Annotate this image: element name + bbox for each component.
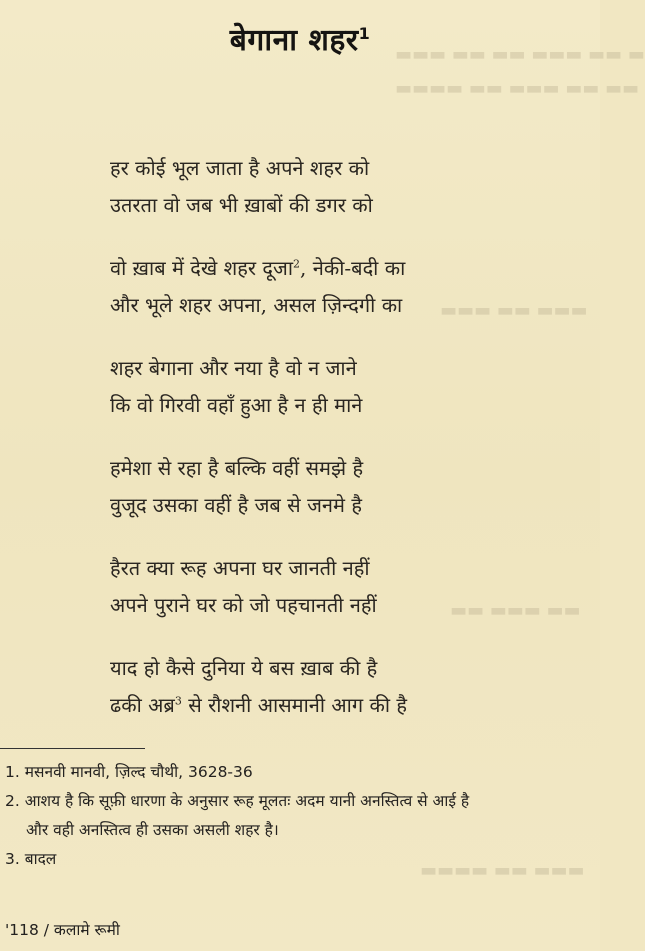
footnote-marker: 3 <box>174 694 182 708</box>
footnotes <box>5 758 595 874</box>
poem-line <box>110 487 500 524</box>
poem-line <box>110 450 500 487</box>
poem-line <box>110 550 500 587</box>
poem-line <box>110 250 500 287</box>
bleed-through-texture: ▬▬▬ ▬▬ ▬▬ ▬▬▬ ▬▬ ▬ <box>395 44 645 65</box>
poem-line <box>110 287 500 324</box>
stanza <box>110 450 500 524</box>
stanza <box>110 150 500 224</box>
footnote-item: 1. मसनवी मानवी, ज़िल्द चौथी, 3628-36 <box>5 763 253 781</box>
poem-line-text <box>110 687 407 724</box>
poem-line-text: वुजूद उसका वहीं है जब से जनमे है <box>110 493 362 517</box>
page-footer: '118 / कलामे रूमी <box>5 921 120 939</box>
poem-line-text: हमेशा से रहा है बल्कि वहीं समझे है <box>110 456 364 480</box>
title-footnote-marker: 1 <box>358 24 371 43</box>
poem-line <box>110 150 500 187</box>
poem-title <box>0 18 600 59</box>
poem-line-text <box>110 250 405 287</box>
poem-line <box>110 687 500 724</box>
line-text-before-marker: ढकी अब्र <box>110 693 175 717</box>
stanza <box>110 650 500 724</box>
poem-body <box>110 150 500 750</box>
line-text-after-marker: , नेकी-बदी का <box>300 256 406 280</box>
poem-line <box>110 387 500 424</box>
poem-line-text: अपने पुराने घर को जो पहचानती नहीं <box>110 593 377 617</box>
poem-line <box>110 587 500 624</box>
footnote-continuation: और वही अनस्तित्व ही उसका असली शहर है। <box>26 821 279 839</box>
bleed-through-texture: ▬▬▬▬ ▬▬ ▬▬▬ <box>420 860 585 881</box>
poem-line-text: हर कोई भूल जाता है अपने शहर को <box>110 156 370 180</box>
line-text-before-marker: वो ख़ाब में देखे शहर दूजा <box>110 256 294 280</box>
bleed-through-texture: ▬▬▬▬ ▬▬ ▬▬▬ ▬▬ ▬▬ <box>395 78 639 99</box>
footnote-marker: 2 <box>293 257 301 271</box>
poem-line <box>110 187 500 224</box>
stanza <box>110 350 500 424</box>
footnote-divider <box>0 748 145 749</box>
poem-line <box>110 650 500 687</box>
poem-title-text: बेगाना शहर <box>229 23 359 58</box>
footnote-item: 2. आशय है कि सूफ़ी धारणा के अनुसार रूह मूलतः अदम यानी अनस्तित्व से आई है <box>5 792 470 810</box>
footnote-item: 3. बादल <box>5 850 57 868</box>
poem-line-text: शहर बेगाना और नया है वो न जाने <box>110 356 357 380</box>
bleed-through-texture: ▬▬ ▬▬▬ ▬▬ <box>450 600 581 621</box>
stanza <box>110 250 500 324</box>
bleed-through-texture: ▬▬▬ ▬▬ ▬▬▬ <box>440 300 588 321</box>
line-text-after-marker: से रौशनी आसमानी आग की है <box>181 693 408 717</box>
poem-line-text: याद हो कैसे दुनिया ये बस ख़ाब की है <box>110 656 378 680</box>
stanza <box>110 550 500 624</box>
poem-line-text: कि वो गिरवी वहाँ हुआ है न ही माने <box>110 393 363 417</box>
poem-line-text: उतरता वो जब भी ख़ाबों की डगर को <box>110 193 373 217</box>
poem-line-text: और भूले शहर अपना, असल ज़िन्दगी का <box>110 293 403 317</box>
poem-line-text: हैरत क्या रूह अपना घर जानती नहीं <box>110 556 370 580</box>
poem-line <box>110 350 500 387</box>
